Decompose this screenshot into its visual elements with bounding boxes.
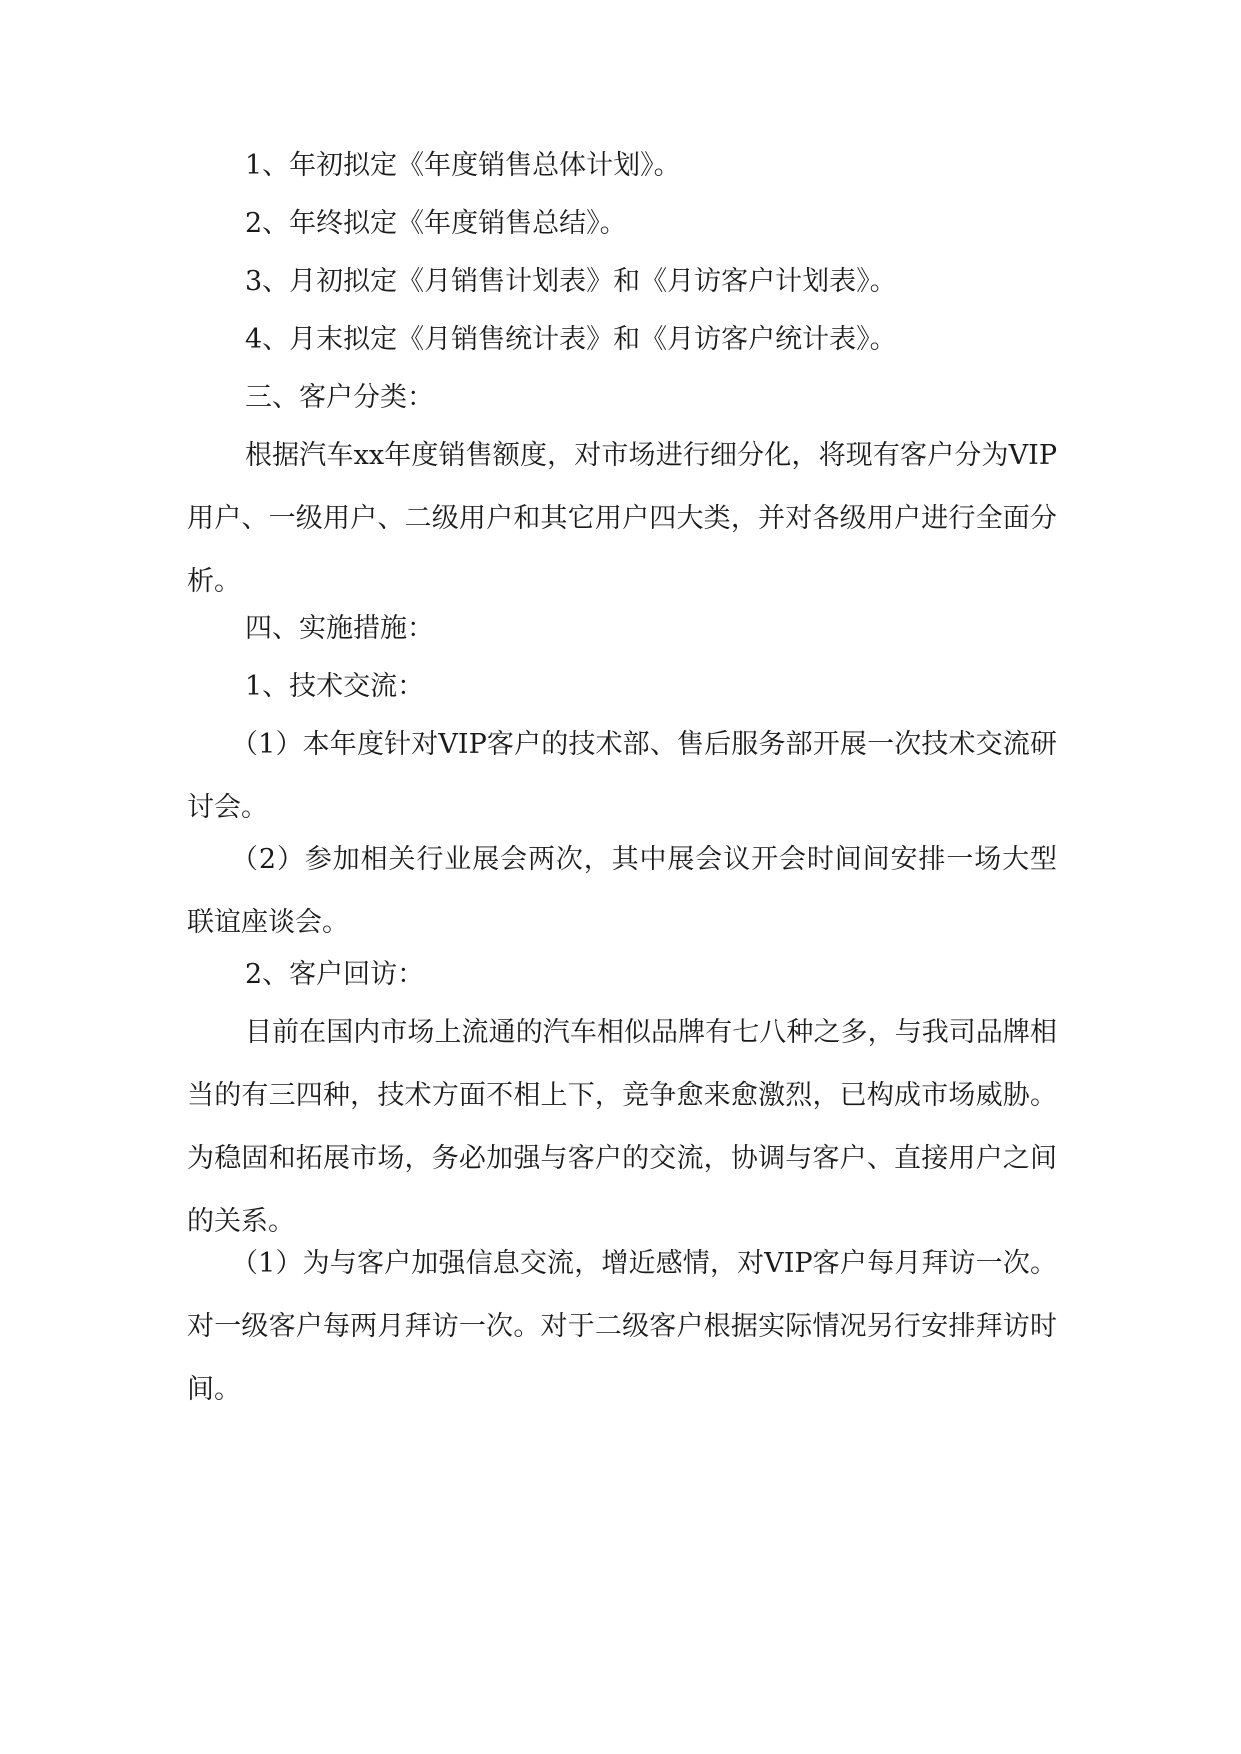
section-heading-measures: 四、实施措施： [245,613,434,644]
paragraph-monthly-plan: 3、月初拟定《月销售计划表》和《月访客户计划表》。 [245,266,897,297]
subheading-customer-visits: 2、客户回访： [245,959,425,990]
paragraph-monthly-statistics: 4、月末拟定《月销售统计表》和《月访客户统计表》。 [245,324,897,355]
paragraph-customer-classification: 根据汽车xx年度销售额度，对市场进行细分化，将现有客户分为VIP用户、一级用户、二级用户和其它用户四大类，并对各级用户进行全面分析。 [187,440,1057,597]
paragraph-trade-shows: （2）参加相关行业展会两次，其中展会议开会时间间安排一场大型联谊座谈会。 [187,844,1057,938]
paragraph-market-competition: 目前在国内市场上流通的汽车相似品牌有七八种之多，与我司品牌相当的有三四种，技术方面不相上下，竞争愈来愈激烈，已构成市场威胁。为稳固和拓展市场，务必加强与客户的交流，协调与客户、直接用户之间的关系。 [187,1017,1057,1237]
section-heading-customer-classification: 三、客户分类： [245,382,434,413]
paragraph-annual-plan: 1、年初拟定《年度销售总体计划》。 [245,150,681,181]
paragraph-annual-summary: 2、年终拟定《年度销售总结》。 [245,208,627,239]
subheading-technical-exchange: 1、技术交流： [245,671,425,702]
paragraph-visit-schedule: （1）为与客户加强信息交流，增近感情，对VIP客户每月拜访一次。对一级客户每两月拜访一次。对于二级客户根据实际情况另行安排拜访时间。 [187,1248,1057,1405]
paragraph-technical-seminar: （1）本年度针对VIP客户的技术部、售后服务部开展一次技术交流研讨会。 [187,729,1057,823]
